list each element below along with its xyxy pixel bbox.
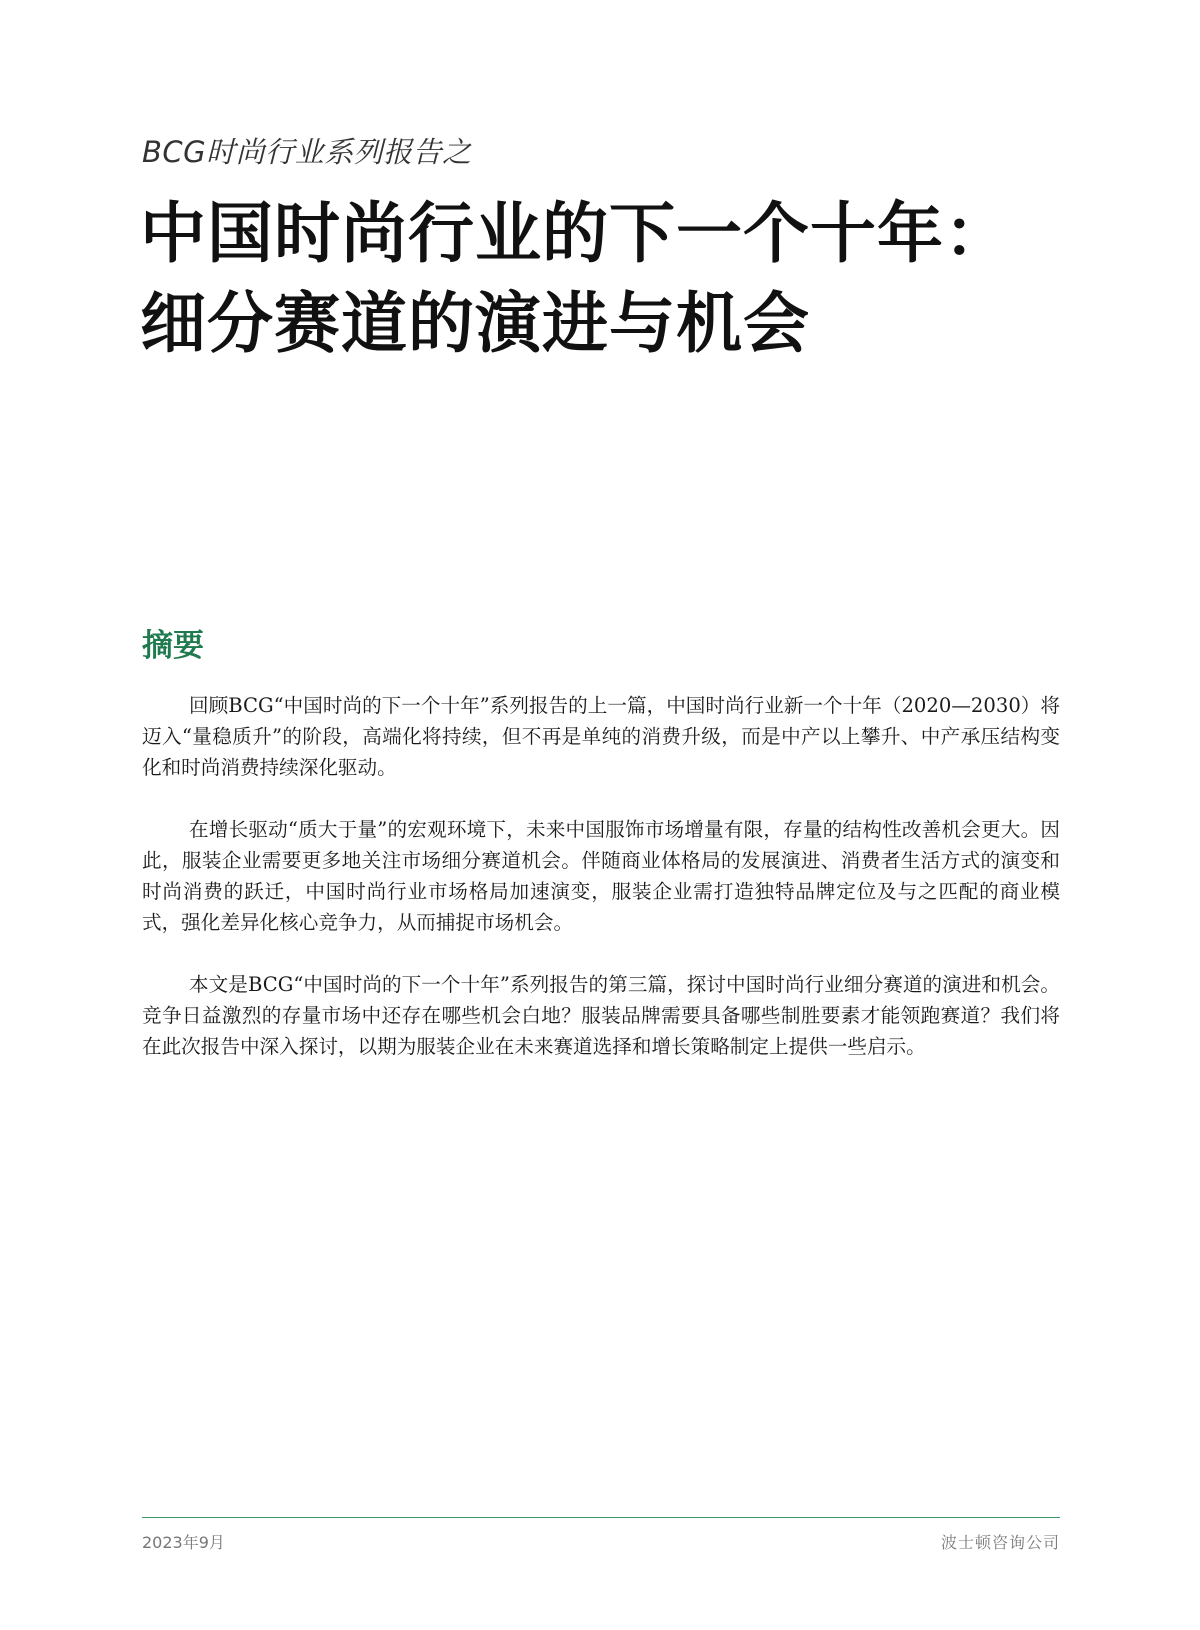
abstract-paragraph-3: 本文是BCG“中国时尚的下一个十年”系列报告的第三篇，探讨中国时尚行业细分赛道的演进和机会。竞争日益激烈的存量市场中还存在哪些机会白地？服装品牌需要具备哪些制胜要素才能领跑赛道？我们将在此次报告中深入探讨，以期为服装企业在未来赛道选择和增长策略制定上提供一些启示。 [142, 973, 1060, 1058]
report-title-line-2: 细分赛道的演进与机会 [140, 284, 810, 362]
abstract-paragraph-1: 回顾BCG“中国时尚的下一个十年”系列报告的上一篇，中国时尚行业新一个十年（2020—2030）将迈入“量稳质升”的阶段，高端化将持续，但不再是单纯的消费升级，而是中产以上攀升、中产承压结构变化和时尚消费持续深化驱动。 [142, 694, 1060, 779]
abstract-paragraph-2: 在增长驱动“质大于量”的宏观环境下，未来中国服饰市场增量有限，存量的结构性改善机会更大。因此，服装企业需要更多地关注市场细分赛道机会。伴随商业体格局的发展演进、消费者生活方式的演变和时尚消费的跃迁，中国时尚行业市场格局加速演变，服装企业需打造独特品牌定位及与之匹配的商业模式，强化差异化核心竞争力，从而捕捉市场机会。 [142, 818, 1060, 934]
footer-date: 2023年9月 [142, 1533, 225, 1552]
report-title-line-1: 中国时尚行业的下一个十年： [140, 194, 1011, 272]
report-title [140, 188, 1011, 368]
footer-divider [142, 1517, 1060, 1518]
series-subtitle: BCG时尚行业系列报告之 [142, 135, 472, 169]
abstract-heading: 摘要 [142, 628, 204, 664]
abstract-body [142, 690, 1060, 1093]
footer-organization: 波士顿咨询公司 [940, 1533, 1060, 1552]
